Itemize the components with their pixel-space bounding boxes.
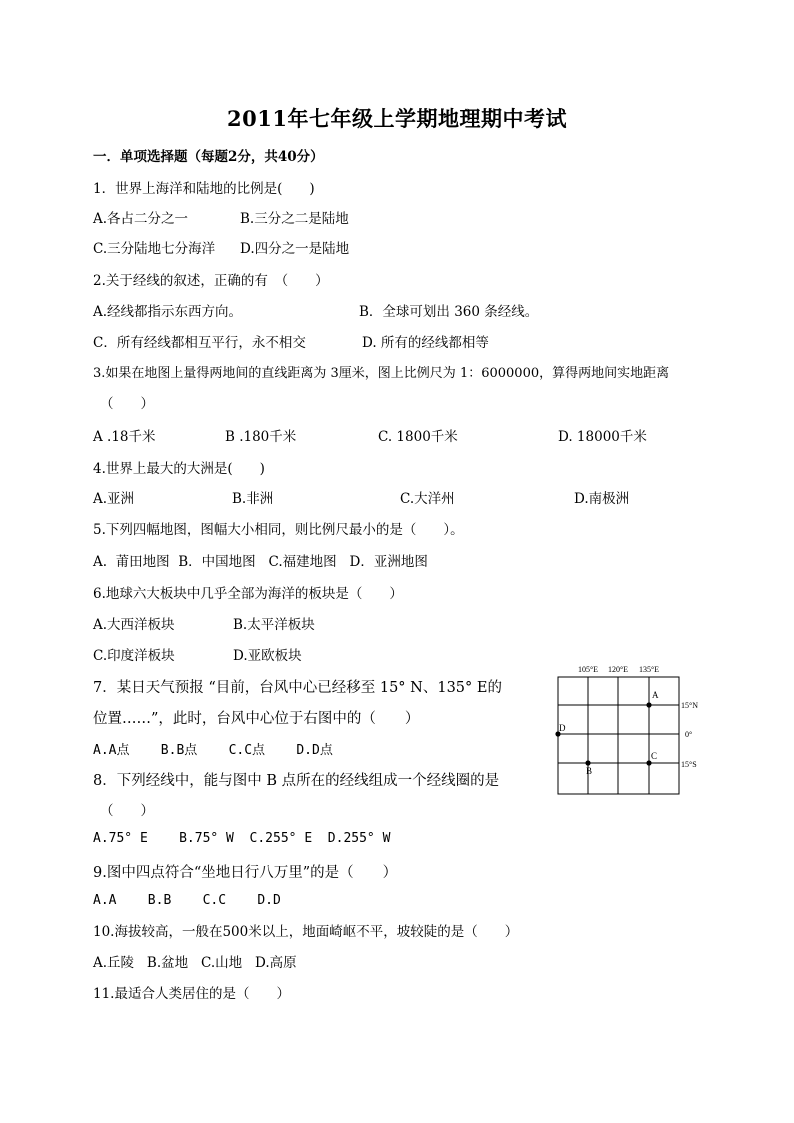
q3-option-a: A .18千米 bbox=[93, 429, 156, 445]
question-9-stem: 9.图中四点符合“坐地日行八万里”的是（ ） bbox=[93, 865, 398, 881]
q3-option-d: D. 18000千米 bbox=[558, 429, 647, 445]
q3-option-c: C. 1800千米 bbox=[378, 429, 458, 445]
q10-options: A.丘陵 B.盆地 C.山地 D.高原 bbox=[93, 955, 297, 971]
question-8-line1: 8．下列经线中，能与图中 B 点所在的经线组成一个经线圈的是 bbox=[93, 773, 500, 789]
question-7-line1: 7．某日天气预报 “目前，台风中心已经移至 15° N、135° E的 bbox=[93, 680, 502, 696]
question-2-stem: 2.关于经线的叙述，正确的有 （ ） bbox=[93, 273, 329, 289]
q2-option-c: C．所有经线都相互平行，永不相交 bbox=[93, 335, 306, 351]
point-a-label: A bbox=[652, 690, 659, 700]
question-11-stem: 11.最适合人类居住的是（ ） bbox=[93, 986, 290, 1002]
question-10-stem: 10.海拔较高，一般在500米以上，地面崎岖不平，坡较陡的是（ ） bbox=[93, 924, 519, 940]
q4-option-a: A.亚洲 bbox=[93, 491, 135, 507]
q1-option-c: C.三分陆地七分海洋 bbox=[93, 241, 216, 257]
lat-lon-grid-figure bbox=[548, 660, 708, 800]
q6-option-b: B.太平洋板块 bbox=[233, 617, 315, 633]
q3-option-b: B .180千米 bbox=[225, 429, 297, 445]
q1-option-b: B.三分之二是陆地 bbox=[240, 211, 349, 227]
question-7-line2: 位置……”，此时，台风中心位于右图中的（ ） bbox=[93, 711, 420, 727]
lon-label-120: 120°E bbox=[607, 665, 629, 674]
lat-label-15n: 15°N bbox=[681, 701, 698, 710]
question-5-stem: 5.下列四幅地图，图幅大小相同，则比例尺最小的是（ ）。 bbox=[93, 522, 464, 538]
q3-paren: （ ） bbox=[100, 396, 154, 412]
q6-option-c: C.印度洋板块 bbox=[93, 648, 175, 664]
q1-option-a: A.各占二分之一 bbox=[93, 211, 189, 227]
point-b-marker bbox=[585, 760, 590, 765]
point-d-label: D bbox=[559, 723, 566, 733]
lat-label-0: 0° bbox=[685, 730, 693, 739]
lon-label-105: 105°E bbox=[577, 665, 599, 674]
question-4-stem: 4.世界上最大的大洲是( ) bbox=[93, 461, 265, 477]
q4-option-b: B.非洲 bbox=[232, 491, 274, 507]
q4-option-d: D.南极洲 bbox=[574, 491, 630, 507]
q2-option-d: D. 所有的经线都相等 bbox=[362, 335, 489, 351]
lon-label-135: 135°E bbox=[638, 665, 660, 674]
q2-option-a: A.经线都指示东西方向。 bbox=[93, 304, 243, 320]
point-c-marker bbox=[646, 760, 651, 765]
point-c-label: C bbox=[651, 751, 658, 761]
q8-paren: （ ） bbox=[100, 803, 154, 819]
q5-options: A. 莆田地图 B．中国地图 C.福建地图 D．亚洲地图 bbox=[93, 554, 428, 570]
q8-options: A.75° E B.75° W C.255° E D.255° W bbox=[93, 831, 391, 846]
q4-option-c: C.大洋州 bbox=[400, 491, 455, 507]
question-1-stem: 1．世界上海洋和陆地的比例是( ) bbox=[93, 181, 315, 197]
q6-option-d: D.亚欧板块 bbox=[233, 648, 302, 664]
section-heading: 一．单项选择题（每题2分，共40分） bbox=[93, 149, 324, 165]
point-b-label: B bbox=[586, 766, 593, 776]
exam-title: 2011年七年级上学期地理期中考试 bbox=[227, 106, 567, 131]
lat-label-15s: 15°S bbox=[681, 760, 697, 769]
q1-option-d: D.四分之一是陆地 bbox=[240, 241, 350, 257]
q7-options: A.A点 B.B点 C.C点 D.D点 bbox=[93, 743, 333, 758]
q2-option-b: B．全球可划出 360 条经线。 bbox=[359, 304, 539, 320]
question-3-stem: 3.如果在地图上量得两地间的直线距离为 3厘米，图上比例尺为 1：6000000，算得两地间实地距离 bbox=[93, 366, 670, 381]
q9-options: A.A B.B C.C D.D bbox=[93, 893, 281, 908]
question-6-stem: 6.地球六大板块中几乎全部为海洋的板块是（ ） bbox=[93, 586, 403, 602]
q6-option-a: A.大西洋板块 bbox=[93, 617, 175, 633]
point-a-marker bbox=[646, 702, 651, 707]
